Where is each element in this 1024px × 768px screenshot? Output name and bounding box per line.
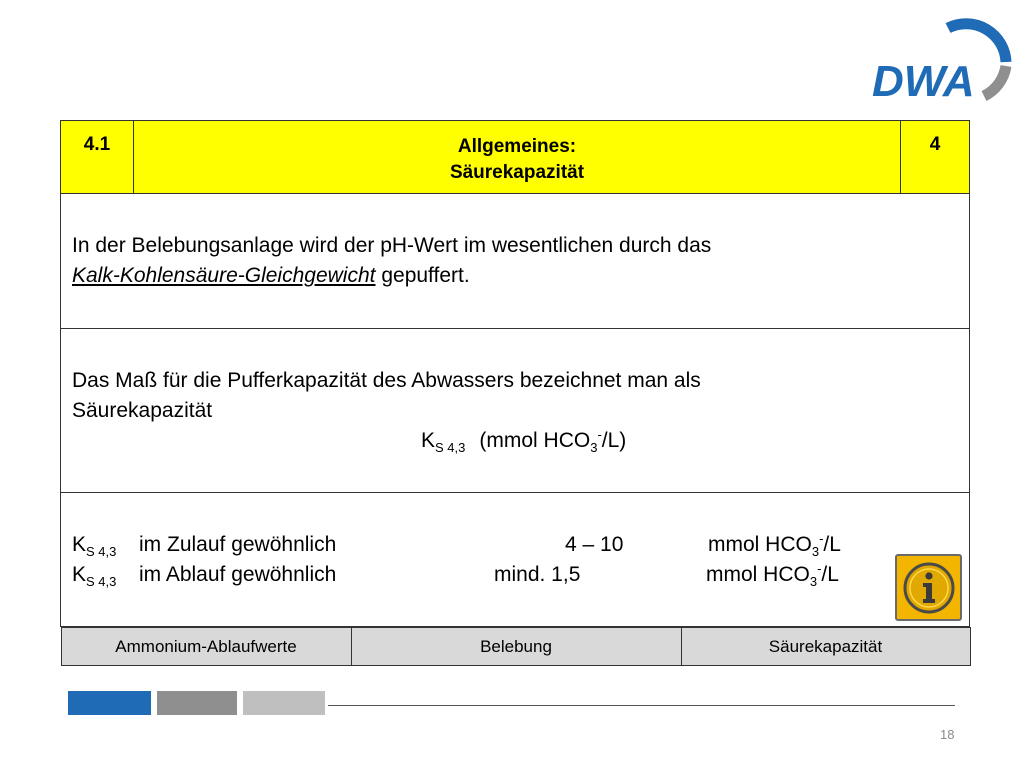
outflow-k: K (72, 563, 87, 586)
outflow-value: mind. 1,5 (494, 563, 581, 586)
outflow-unit-sub: 3 (809, 574, 818, 590)
row-values-cell (61, 493, 970, 627)
dwa-logo-text: DWA (872, 57, 975, 102)
nav-table (61, 627, 971, 666)
inflow-unit-prefix: mmol HCO (708, 533, 812, 556)
outflow-unit-prefix: mmol HCO (706, 563, 810, 586)
footer-bar-blue (68, 691, 151, 715)
outflow-label: im Ablauf gewöhnlich (139, 563, 337, 586)
footer-rule (328, 705, 955, 706)
value-line-outflow (72, 560, 958, 590)
inflow-label: im Zulauf gewöhnlich (139, 533, 337, 556)
row-buffer-cell (61, 194, 970, 329)
capacity-formula (72, 426, 958, 456)
outflow-unit-suffix: /L (821, 563, 839, 586)
nav-link-saeurekapazitaet[interactable]: Säurekapazität (681, 628, 970, 666)
buffer-text-line2 (72, 261, 958, 291)
inflow-unit-sub: 3 (811, 544, 820, 560)
nav-link-ammonium[interactable]: Ammonium-Ablaufwerte (61, 628, 351, 666)
buffer-text-line2-rest: gepuffert. (375, 264, 470, 287)
outflow-k-sub: S 4,3 (86, 574, 117, 590)
value-line-inflow (72, 530, 958, 560)
inflow-unit-suffix: /L (823, 533, 841, 556)
row-capacity-cell (61, 329, 970, 493)
inflow-unit (708, 530, 841, 560)
inflow-k-sub: S 4,3 (86, 544, 117, 560)
outflow-unit-sup: - (817, 561, 822, 576)
header-row (61, 121, 970, 194)
outflow-symbol (72, 560, 116, 590)
info-button[interactable] (895, 554, 962, 621)
formula-unit-suffix: /L) (601, 429, 627, 452)
footer-bar-lightgray (243, 691, 325, 715)
slide-number: 18 (940, 727, 955, 742)
footer-bar-gray (157, 691, 237, 715)
dwa-logo (866, 16, 1012, 102)
section-page: 4 (901, 121, 970, 194)
section-number: 4.1 (61, 121, 134, 194)
row-capacity (61, 329, 970, 493)
dwa-logo-graphic (866, 16, 1012, 102)
section-title-line2: Säurekapazität (449, 162, 585, 183)
inflow-k: K (72, 533, 87, 556)
section-title (134, 121, 901, 194)
formula-unit-prefix: (mmol HCO (479, 429, 591, 452)
inflow-value: 4 – 10 (565, 533, 624, 556)
inflow-unit-sup: - (819, 531, 824, 546)
section-title-line1: Allgemeines: (457, 136, 577, 157)
row-buffer (61, 194, 970, 329)
formula-unit-sup: - (597, 427, 602, 442)
buffer-text-line1: In der Belebungsanlage wird der pH-Wert im wesentlichen durch das (72, 234, 712, 257)
content-table (60, 120, 970, 666)
nav-link-belebung[interactable]: Belebung (351, 628, 681, 666)
formula-sub: S 4,3 (435, 440, 466, 456)
nav-row (61, 627, 970, 667)
formula-unit-sub: 3 (590, 440, 598, 456)
buffer-underlined-term: Kalk-Kohlensäure-Gleichgewicht (72, 264, 376, 287)
capacity-text-line1: Das Maß für die Pufferkapazität des Abwassers bezeichnet man als (72, 369, 701, 392)
capacity-text-line2: Säurekapazität (72, 399, 213, 422)
info-icon (902, 561, 956, 615)
outflow-unit (706, 560, 839, 590)
inflow-symbol (72, 530, 116, 560)
formula-k: K (421, 429, 436, 452)
row-values (61, 493, 970, 627)
